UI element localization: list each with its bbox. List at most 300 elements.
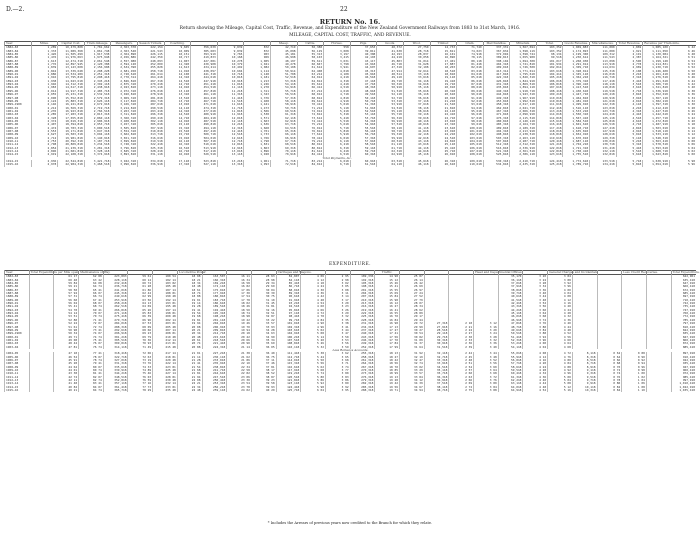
table-cell: 337,331 [483, 46, 510, 50]
table-cell: 1,413,518 [563, 86, 590, 89]
table-cell: 872,918 [671, 342, 696, 345]
table-cell: 235 48 [153, 389, 178, 392]
table-cell: 3 12 [474, 322, 499, 325]
table-cell: 17 84 [375, 342, 400, 345]
table-cell: 46,918 [498, 319, 523, 322]
table-cell: 2,213,918 [510, 130, 537, 133]
table-cell: 98,134 [536, 53, 563, 56]
table-cell: 46,018 [498, 315, 523, 318]
table-cell: 60,418 [498, 372, 523, 375]
table-cell: 61,318 [498, 376, 523, 379]
table-cell: 1885–86 [5, 56, 32, 59]
table-cell: 314,118 [103, 346, 128, 349]
table-cell: 16,518 [164, 147, 191, 150]
table-cell: 521,318 [483, 150, 510, 153]
table-cell: 1904–05 [5, 352, 30, 355]
table-cell: 40,618 [498, 295, 523, 298]
table-cell: 49 08 [54, 339, 79, 342]
table-cell: 41,118 [403, 127, 430, 130]
table-cell: 74 89 [128, 369, 153, 372]
table-cell: 27,750 [403, 46, 430, 50]
table-cell: 108,818 [276, 342, 301, 345]
table-cell: 5,518 [324, 120, 351, 123]
table-cell: 1,687,118 [563, 140, 590, 143]
table-cell: 5 68 [301, 369, 326, 372]
table-cell: 17 78 [227, 299, 252, 302]
table-cell: 3 86 [325, 379, 350, 382]
table-cell: 1,603 [244, 120, 271, 123]
table-cell: 1913–14 [5, 150, 32, 153]
table-cell: 960,418 [671, 369, 696, 372]
table-cell: 1888–89 [5, 295, 30, 298]
table-cell: 1,921 [616, 50, 643, 53]
table-cell: 14,617,318 [58, 86, 85, 89]
table-cell: 22 58 [227, 369, 252, 372]
table-cell: 558 [324, 46, 351, 50]
table-cell: 1,701 [244, 130, 271, 133]
table-cell: 10,718 [217, 73, 244, 76]
table-cell: 1,638,918 [643, 160, 670, 163]
table-cell: 26 69 [400, 285, 425, 288]
table-cell: 4 84 [301, 319, 326, 322]
table-cell: 3 80 [474, 382, 499, 385]
table-cell: 8,918 [572, 366, 597, 369]
table-cell: 1,938 [31, 80, 58, 83]
table-cell: 230,118 [202, 356, 227, 359]
table-cell: 3 92 [548, 282, 573, 285]
table-cell: 6 08 [669, 140, 696, 143]
table-cell: 37,918 [498, 285, 523, 288]
table-cell: 310,818 [137, 130, 164, 133]
table-cell: 4,918 [616, 130, 643, 133]
table-cell: 189,518 [202, 305, 227, 308]
table-cell: 2,120,388 [84, 63, 111, 66]
table-cell: 4,718 [616, 123, 643, 126]
table-cell: 3,408,818 [111, 120, 138, 123]
table-cell: 31,518 [424, 346, 449, 349]
table-cell: 2,146 [31, 103, 58, 106]
table-cell: 65 41 [79, 289, 104, 292]
table-cell: 413,314 [483, 70, 510, 73]
table-cell: 59,718 [270, 107, 297, 110]
table-cell: 73 41 [79, 329, 104, 332]
table-cell: 344,218 [103, 372, 128, 375]
table-cell: 249,318 [350, 342, 375, 345]
table-cell: 100,618 [457, 127, 484, 130]
table-cell: 2,972,318 [111, 90, 138, 93]
table-cell: 77 73 [128, 386, 153, 389]
table-cell: 2,875,318 [111, 83, 138, 86]
table-cell: 90,618 [276, 295, 301, 298]
table-cell: 36 75 [251, 356, 276, 359]
table-cell: 2,115,518 [510, 117, 537, 120]
table-cell: 52,318 [498, 339, 523, 342]
table-cell: 222,154 [137, 46, 164, 50]
table-cell: 1892–93 [5, 80, 32, 83]
table-cell: 1913–14 [5, 382, 30, 385]
table-cell: 2,923,818 [111, 86, 138, 89]
table-cell: 64,018 [498, 386, 523, 389]
table-cell: 59,118 [350, 147, 377, 150]
table-cell: 61,518 [350, 163, 377, 166]
table-cell: 1909–10 [5, 137, 32, 140]
table-cell: 113,218 [536, 110, 563, 113]
column-header: Minerals. [510, 42, 537, 46]
table-cell: 115,618 [536, 120, 563, 123]
table-cell: 118,018 [536, 130, 563, 133]
table-cell: 1,473 [244, 107, 271, 110]
table-cell: 4 76 [548, 356, 573, 359]
table-cell: 64 13 [128, 302, 153, 305]
table-cell: 494,118 [191, 127, 218, 130]
table-cell: 19 94 [227, 329, 252, 332]
table-cell: 1,069,883 [563, 46, 590, 50]
table-cell: 38,718 [424, 389, 449, 392]
expenditure-table [4, 270, 700, 393]
table-cell: 3 72 [474, 376, 499, 379]
table-cell: 12,918 [217, 147, 244, 150]
table-cell: 947,918 [671, 366, 696, 369]
table-cell: 2,251,318 [84, 73, 111, 76]
column-header: Miscellaneous. [590, 42, 617, 46]
table-cell: 12,518 [164, 80, 191, 83]
table-cell: 1901–02 [5, 110, 32, 113]
table-cell: 15 12 [375, 279, 400, 282]
table-cell: 57,318 [270, 97, 297, 100]
table-cell: 125,118 [590, 117, 617, 120]
table-cell: 462,818 [483, 107, 510, 110]
table-cell: 11,518 [217, 100, 244, 103]
table-cell: 17,118 [164, 160, 191, 163]
table-cell: 2,212 [31, 107, 58, 110]
table-cell: 19 28 [375, 379, 400, 382]
table-cell: 6 04 [669, 147, 696, 150]
table-cell: 6 46 [669, 76, 696, 79]
section-heading: MILEAGE, CAPITAL COST, TRAFFIC, AND REVENUE. [289, 33, 411, 38]
table-cell: 1900–01 [5, 336, 30, 339]
table-cell: 5 62 [301, 366, 326, 369]
table-cell: 18 85 [375, 369, 400, 372]
table-cell: 237,318 [350, 329, 375, 332]
table-cell: 70 07 [79, 312, 104, 315]
table-cell: 480,818 [483, 120, 510, 123]
table-cell: 110,818 [536, 100, 563, 103]
table-cell: 64 08 [79, 282, 104, 285]
table-cell: 37,018 [498, 282, 523, 285]
table-cell: 14,118 [164, 107, 191, 110]
table-cell: 1886–87 [5, 60, 32, 63]
table-cell: 1,655,908 [510, 56, 537, 59]
table-cell: 11,613 [164, 66, 191, 69]
table-cell: 6 10 [669, 137, 696, 140]
table-cell: 45 91 [54, 359, 79, 362]
table-cell: 1897–98 [5, 326, 30, 329]
table-cell: 35 69 [251, 342, 276, 345]
table-cell: 3 89 [325, 382, 350, 385]
table-cell: 21,239,318 [58, 147, 85, 150]
table-cell: 187 14 [153, 289, 178, 292]
table-cell: 1,668 [244, 127, 271, 130]
table-cell: 1,516,118 [563, 107, 590, 110]
table-cell: 1,246 [244, 83, 271, 86]
table-cell: 32 47 [400, 359, 425, 362]
table-cell: 20 48 [177, 336, 202, 339]
table-cell: 207 14 [153, 329, 178, 332]
table-cell: 33 57 [251, 322, 276, 325]
table-cell: 1,704,218 [563, 143, 590, 146]
table-cell: 258,318 [350, 356, 375, 359]
table-cell: 36,318 [424, 376, 449, 379]
table-cell: 17,283,318 [58, 113, 85, 116]
table-cell: 18 26 [227, 305, 252, 308]
table-cell: 972,918 [671, 372, 696, 375]
table-cell: 13,918 [164, 103, 191, 106]
table-cell: 202 14 [153, 319, 178, 322]
table-cell: 252,009 [137, 63, 164, 66]
table-cell: 172,118 [202, 285, 227, 288]
table-cell: 1,896 [244, 150, 271, 153]
table-cell: 3,263,318 [111, 110, 138, 113]
table-cell: 40 21 [54, 389, 79, 392]
table-cell: 80,118 [457, 60, 484, 63]
table-cell: 440,318 [483, 90, 510, 93]
table-cell: 81,418 [457, 63, 484, 66]
table-cell: 461,118 [191, 93, 218, 96]
table-cell: 4 36 [301, 292, 326, 295]
table-cell: 6 42 [669, 83, 696, 86]
table-cell: 60,318 [350, 153, 377, 156]
table-cell: 4 44 [523, 382, 548, 385]
table-cell: 6 40 [669, 86, 696, 89]
table-cell: 2,140,118 [510, 120, 537, 123]
table-cell: 322,718 [103, 356, 128, 359]
table-cell: 8,318 [572, 356, 597, 359]
table-cell: 1,694,308 [510, 60, 537, 63]
table-cell: 23 06 [227, 376, 252, 379]
table-cell: 1,289 [31, 46, 58, 50]
table-cell: 276,318 [350, 376, 375, 379]
table-cell: 77 16 [128, 382, 153, 385]
table-cell: 1,983 [31, 86, 58, 89]
table-cell: 1906–07 [5, 359, 30, 362]
table-cell: 242,350 [137, 56, 164, 59]
table-cell: 2,672,918 [84, 103, 111, 106]
table-cell: 23,618 [430, 127, 457, 130]
table-cell: 336,918 [137, 163, 164, 166]
table-cell: 12,318 [217, 127, 244, 130]
table-cell: 22,118 [430, 110, 457, 113]
table-cell: 1,412,418 [643, 107, 670, 110]
table-cell: 1896–97 [5, 93, 32, 96]
table-cell: 1,635,818 [563, 130, 590, 133]
table-cell: 1,593,618 [643, 147, 670, 150]
table-cell: 4 92 [548, 369, 573, 372]
table-cell: 847,918 [671, 336, 696, 339]
table-cell: 33 84 [400, 376, 425, 379]
table-cell: 63,718 [270, 123, 297, 126]
table-cell: 45 28 [54, 362, 79, 365]
table-cell: 2 98 [325, 279, 350, 282]
table-cell: 2 45 [449, 356, 474, 359]
table-cell: 117,918 [276, 369, 301, 372]
table-cell: 84,014 [297, 163, 324, 166]
table-cell: 195,318 [202, 312, 227, 315]
table-cell: 106,618 [457, 147, 484, 150]
table-cell: 16 58 [227, 282, 252, 285]
table-cell: 215,618 [202, 336, 227, 339]
table-cell: 34 94 [400, 389, 425, 392]
table-cell: 8,118 [572, 352, 597, 355]
table-cell: 3,421,718 [84, 160, 111, 163]
table-cell: 83,618 [457, 70, 484, 73]
table-cell: 3 84 [474, 386, 499, 389]
table-cell: 72,518 [270, 163, 297, 166]
table-cell: 1,598,744 [510, 53, 537, 56]
table-cell: 220 48 [153, 359, 178, 362]
table-cell: 2 24 [449, 329, 474, 332]
table-cell: 225 48 [153, 369, 178, 372]
table-cell: 1,533,218 [643, 133, 670, 136]
table-cell: 457,818 [191, 90, 218, 93]
table-cell: 113,918 [590, 63, 617, 66]
table-cell: 6 30 [669, 103, 696, 106]
table-cell: 0 90 [622, 356, 647, 359]
table-cell: 19 46 [227, 322, 252, 325]
table-cell: 372,094 [483, 53, 510, 56]
table-cell: 91,618 [457, 97, 484, 100]
table-cell: 56,129 [297, 50, 324, 53]
table-cell: 3,505,818 [111, 127, 138, 130]
table-cell: 4 30 [301, 289, 326, 292]
table-cell: 22,108,318 [58, 153, 85, 156]
table-cell: 20,618 [430, 93, 457, 96]
table-cell: 409,018 [483, 66, 510, 69]
table-cell: 116,618 [276, 366, 301, 369]
table-cell: 64,814 [297, 80, 324, 83]
table-cell: 48,318 [350, 86, 377, 89]
table-cell: 0 80 [597, 382, 622, 385]
column-header: Maintenance of Way. [80, 270, 111, 274]
table-cell: 18 88 [177, 295, 202, 298]
table-cell: 62,918 [377, 153, 404, 156]
table-cell: 302,118 [137, 120, 164, 123]
table-cell: 64,014 [297, 76, 324, 79]
table-cell: 54,918 [270, 86, 297, 89]
table-cell: 228,318 [350, 319, 375, 322]
table-cell: 18 08 [177, 275, 202, 279]
table-cell: 38,118 [424, 386, 449, 389]
table-cell: 485,318 [483, 123, 510, 126]
table-cell: 45,918 [350, 73, 377, 76]
table-cell: 104,918 [276, 332, 301, 335]
table-cell: 3,108 [616, 70, 643, 73]
table-cell: 197 14 [153, 309, 178, 312]
table-cell: 55,718 [377, 113, 404, 116]
table-cell: 14,518 [164, 113, 191, 116]
table-cell: 5 74 [301, 372, 326, 375]
table-cell: 22 82 [227, 372, 252, 375]
table-cell: 5 92 [301, 382, 326, 385]
table-cell: 18 74 [177, 292, 202, 295]
table-cell: 193 81 [153, 302, 178, 305]
table-cell: 66 96 [128, 319, 153, 322]
table-cell: 4 06 [301, 275, 326, 279]
table-cell: 38,118 [403, 107, 430, 110]
table-cell: 22 10 [227, 362, 252, 365]
table-cell: 3 56 [474, 362, 499, 365]
table-cell: 4 36 [548, 319, 573, 322]
table-cell: 503,318 [483, 137, 510, 140]
table-cell: 18 74 [227, 312, 252, 315]
table-cell: 3 59 [325, 346, 350, 349]
table-cell: 31 92 [400, 352, 425, 355]
table-cell: 15,552,818 [58, 97, 85, 100]
table-cell: 47,914 [377, 70, 404, 73]
table-cell: 45,803 [377, 60, 404, 63]
table-cell: 1,174,893 [563, 50, 590, 53]
table-cell: 2,532,518 [84, 93, 111, 96]
table-cell: 114,018 [276, 359, 301, 362]
table-cell: 23,018 [430, 120, 457, 123]
table-cell: 264,318 [350, 362, 375, 365]
table-cell: 435,818 [483, 86, 510, 89]
table-cell: 1901–02 [5, 339, 30, 342]
table-cell: 180,818 [202, 295, 227, 298]
table-cell: 64 69 [128, 305, 153, 308]
table-cell: 6 54 [669, 60, 696, 63]
table-cell: 267,318 [137, 80, 164, 83]
column-header: General Charges and Incidentals. [549, 270, 599, 274]
table-cell: 11,318 [217, 93, 244, 96]
table-cell: 2,285 [31, 113, 58, 116]
table-cell: 31 45 [251, 302, 276, 305]
table-cell: 44,697 [350, 66, 377, 69]
table-cell: 88,018 [276, 289, 301, 292]
table-cell: 33,618 [403, 76, 430, 79]
table-cell: 55,118 [377, 110, 404, 113]
table-cell: 3 92 [325, 386, 350, 389]
table-cell: 1,776 [31, 63, 58, 66]
table-cell: 3 92 [523, 336, 548, 339]
table-cell: 124,418 [590, 113, 617, 116]
table-cell: 4 20 [523, 362, 548, 365]
table-cell: 13,795,818 [58, 76, 85, 79]
table-cell: 1892–93 [5, 309, 30, 312]
table-cell: 58,103 [297, 56, 324, 59]
table-cell: 3 20 [325, 302, 350, 305]
table-cell: 74 74 [79, 336, 104, 339]
table-cell: 21 54 [177, 366, 202, 369]
table-cell: 444,818 [483, 93, 510, 96]
table-cell: 5 20 [301, 339, 326, 342]
table-cell: 1911–12 [5, 143, 32, 146]
table-cell: 1,618,718 [563, 127, 590, 130]
table-cell: 36 40 [251, 352, 276, 355]
table-cell: 1908–09 [5, 133, 32, 136]
table-cell: 20 18 [227, 332, 252, 335]
table-cell: 12,018 [217, 117, 244, 120]
table-cell: 760,418 [671, 312, 696, 315]
table-cell: 1,276,518 [643, 76, 670, 79]
table-cell: 3 88 [474, 389, 499, 392]
table-cell: 16,923,818 [58, 110, 85, 113]
table-cell: 1,992,518 [510, 100, 537, 103]
table-cell: 56 04 [54, 302, 79, 305]
table-cell: 95,818 [276, 309, 301, 312]
table-cell: 62,318 [377, 150, 404, 153]
table-cell: 82 74 [79, 379, 104, 382]
table-cell: 2,712 [31, 137, 58, 140]
